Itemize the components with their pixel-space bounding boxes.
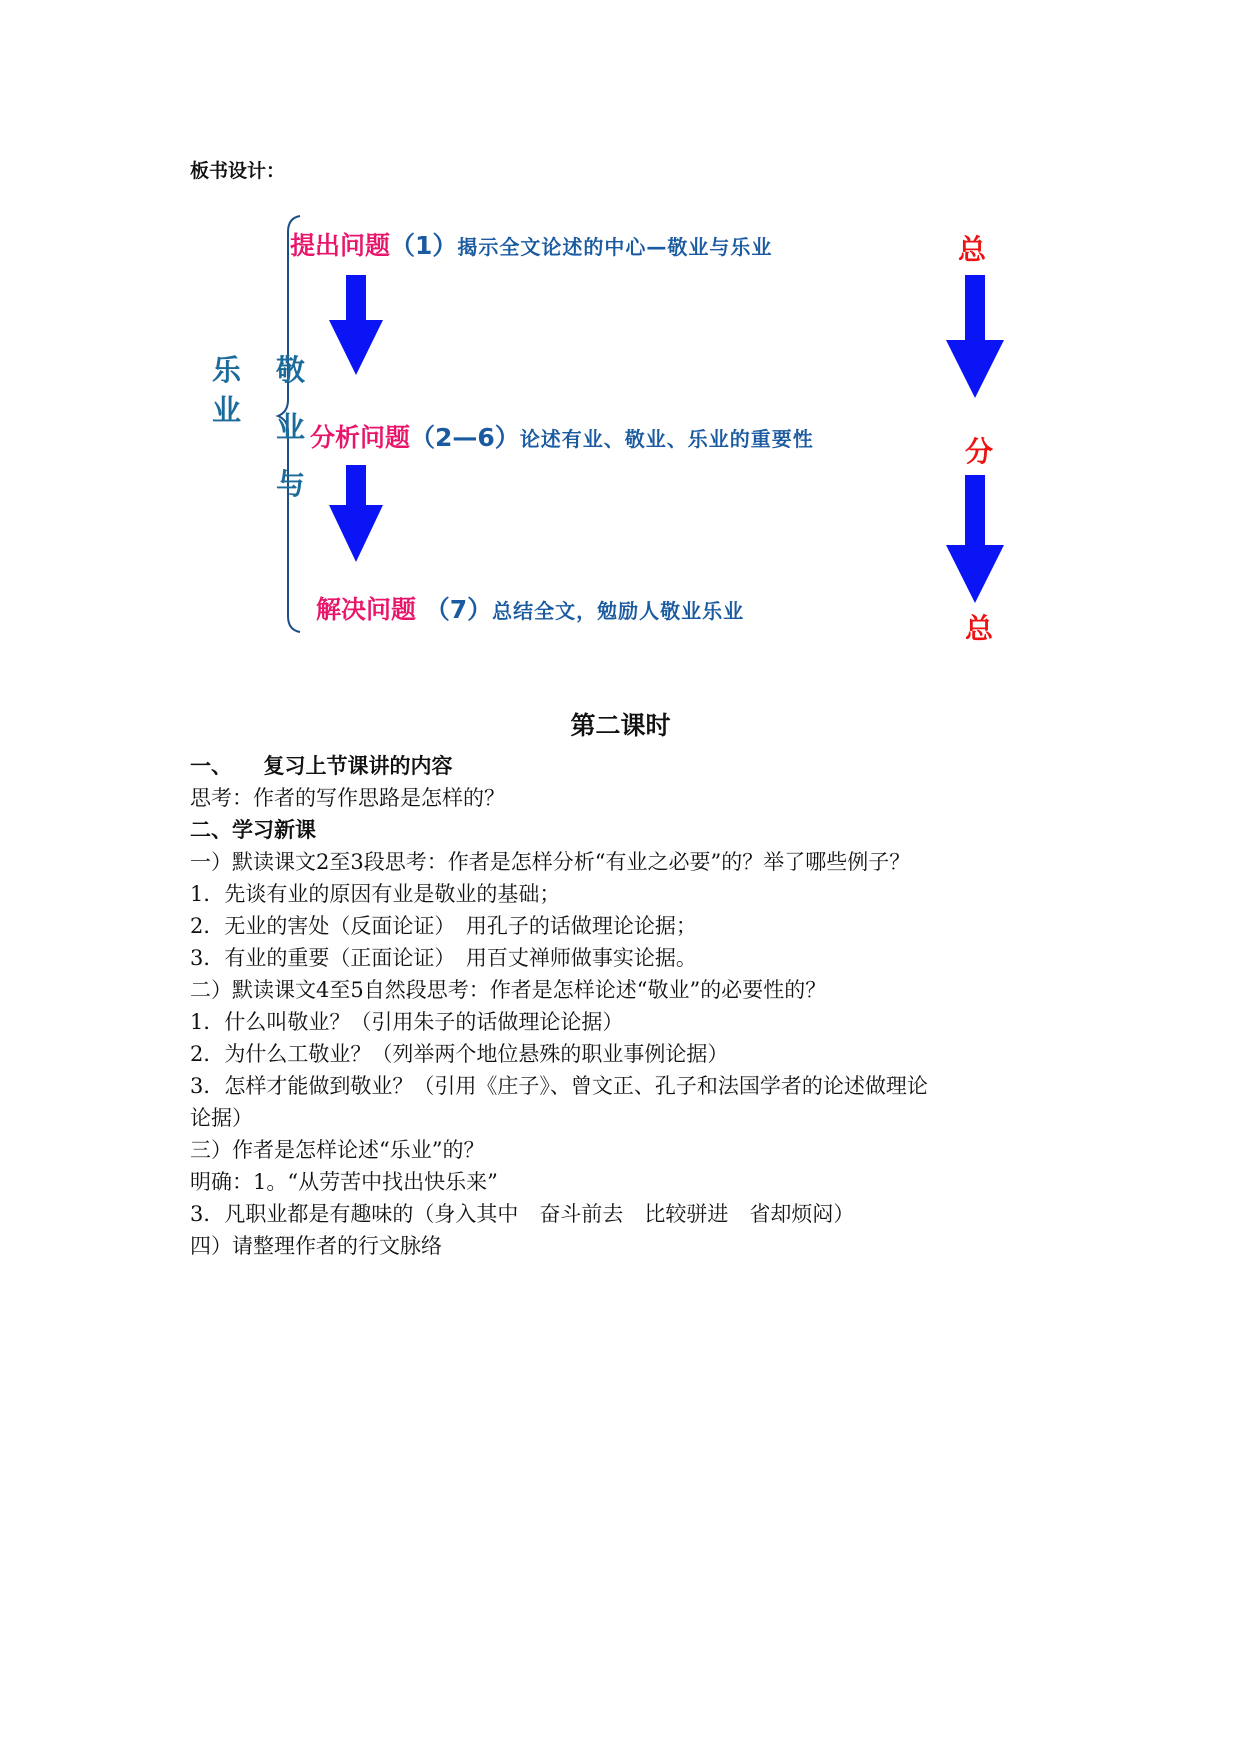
body-line: 3．怎样才能做到敬业？（引用《庄子》、曾文正、孔子和法国学者的论述做理论 [190,1074,928,1098]
arrow-down-shape [329,465,383,562]
body-line: 2．无业的害处（反面论证） 用孔子的话做理论论据； [190,914,697,938]
section-heading: 二、学习新课 [190,818,316,842]
side-label-char: 与 [276,467,306,501]
side-label-char: 业 [212,393,242,427]
side-label-char: 敬 [276,353,306,387]
stage-key: 提出问题 [290,231,391,260]
arrow-down-shape [329,275,383,375]
stage-paragraph: （1） [390,231,458,260]
body-line: 2．为什么工敬业？（列举两个地位悬殊的职业事例论据） [190,1042,729,1066]
stage-desc: 总结全文，勉励人敬业乐业 [492,599,745,623]
lesson2-title: 第二课时 [570,711,671,740]
stage-key: 分析问题 [310,423,411,452]
arrow-down-shape [946,275,1004,398]
body-line: 论据） [190,1106,253,1130]
body-line: 一）默读课文2至3段思考：作者是怎样分析“有业之必要”的？举了哪些例子？ [190,850,911,874]
body-line: 三）作者是怎样论述“乐业”的？ [190,1138,485,1162]
structure-total: 总 [958,233,987,266]
body-line: 思考：作者的写作思路是怎样的？ [190,786,505,810]
body-line: 3．凡职业都是有趣味的（身入其中 奋斗前去 比较骈进 省却烦闷） [190,1202,855,1226]
side-label-char: 业 [276,410,306,444]
board-design-heading: 板书设计： [190,160,286,182]
body-line: 四）请整理作者的行文脉络 [190,1234,442,1258]
body-line: 1．先谈有业的原因有业是敬业的基础； [190,882,561,906]
body-line: 明确：1。“从劳苦中找出快乐来” [190,1170,498,1194]
arrow-down-shape [946,475,1004,603]
structure-total: 总 [965,612,994,645]
stage-desc: 揭示全文论述的中心—敬业与乐业 [457,235,773,259]
stage-raise-problem [290,226,772,262]
body-line: 1．什么叫敬业？（引用朱子的话做理论论据） [190,1010,624,1034]
stage-solve-problem [316,590,744,626]
side-label-char: 乐 [212,353,242,387]
stage-paragraph: （2—6） [410,423,520,452]
stage-key: 解决问题 [316,595,417,624]
stage-desc: 论述有业、敬业、乐业的重要性 [519,427,814,451]
body-line: 3．有业的重要（正面论证） 用百丈禅师做事实论据。 [190,946,697,970]
section-heading: 一、 复习上节课讲的内容 [190,754,453,778]
stage-paragraph: （7） [416,595,493,624]
stage-analyze-problem [310,418,814,454]
body-line: 二）默读课文4至5自然段思考：作者是怎样论述“敬业”的必要性的？ [190,978,827,1002]
structure-parts: 分 [965,435,994,468]
